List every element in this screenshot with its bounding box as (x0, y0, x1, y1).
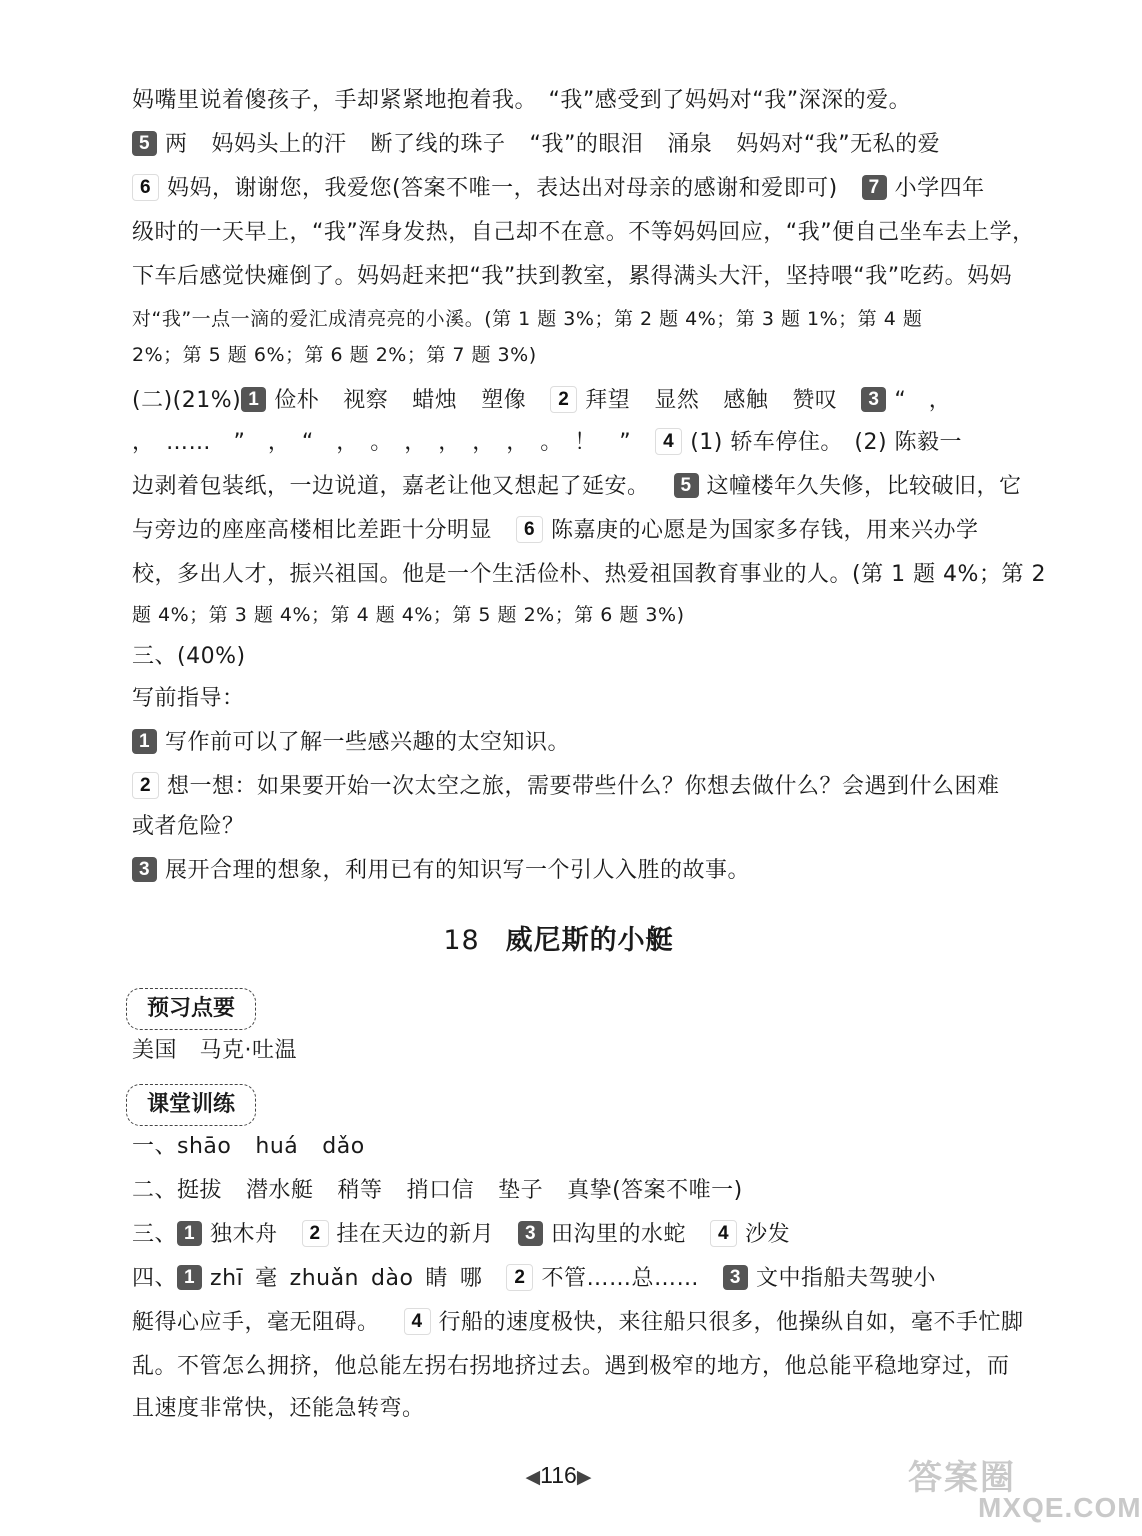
text-line-3: 6 妈妈，谢谢您，我爱您(答案不唯一，表达出对母亲的感谢和爱即可) 7 小学四年 (132, 174, 1032, 204)
text-line-17: 2 想一想：如果要开始一次太空之旅，需要带些什么？你想去做什么？会遇到什么困难 (132, 772, 1032, 802)
answer-line-6: 乱。不管怎么拥挤，他总能左拐右拐地挤过去。遇到极窄的地方，他总能平稳地穿过，而 (132, 1354, 1010, 1379)
answer-line-2: 二、挺拔 潜水艇 稍等 捎口信 垫子 真挚(答案不唯一) (132, 1178, 743, 1203)
lesson-name: 威尼斯的小艇 (505, 925, 674, 956)
lesson-number: 18 (443, 925, 480, 956)
question-number: 4 (710, 1220, 737, 1247)
text-line-15: 写前指导： (132, 686, 245, 711)
text-line-9: ， …… ” ， “ ， 。 ， ， ， ， 。 ！ ” 4 (1) 轿车停住。 (2) 陈毅一 (132, 430, 963, 455)
answer-line-5: 艇得心应手，毫无阻碍。 4 行船的速度极快，来往船只很多，他操纵自如，毫不手忙脚 (132, 1310, 1024, 1335)
question-number: 4 (655, 428, 682, 455)
question-number: 1 (241, 387, 266, 412)
text-line-12: 校，多出人才，振兴祖国。他是一个生活俭朴、热爱祖国教育事业的人。(第 1 题 4%；第 2 (132, 562, 1046, 587)
section-tag-preview: 预习点要 (126, 988, 256, 1030)
preview-answer: 美国 马克·吐温 (132, 1038, 297, 1063)
question-number: 1 (132, 729, 157, 754)
text-line-10: 边剥着包装纸，一边说道，嘉老让他又想起了延安。 5 这幢楼年久失修，比较破旧，它 (132, 474, 1022, 499)
watermark-url: MXQE.COM (978, 1492, 1142, 1523)
question-number: 5 (674, 473, 699, 498)
text-line-11: 与旁边的座座高楼相比差距十分明显 6 陈嘉庚的心愿是为国家多存钱，用来兴办学 (132, 518, 979, 543)
question-number: 4 (404, 1308, 431, 1335)
watermark (908, 1450, 1142, 1530)
question-number: 2 (132, 772, 159, 799)
text-line-16: 1 写作前可以了解一些感兴趣的太空知识。 (132, 728, 1032, 758)
answer-line-7: 且速度非常快，还能急转弯。 (132, 1396, 425, 1421)
question-number: 3 (723, 1265, 748, 1290)
watermark-logo: 答案圈 (908, 1459, 1016, 1497)
text-line-7: 2%；第 5 题 6%；第 6 题 2%；第 7 题 3%) (132, 344, 537, 366)
text-line-6: 对“我”一点一滴的爱汇成清亮亮的小溪。(第 1 题 3%；第 2 题 4%；第 3 题 1%；第 4 题 (132, 308, 923, 330)
question-number: 2 (302, 1220, 329, 1247)
text-line-8: (二)(21%) 1 俭朴 视察 蜡烛 塑像 2 拜望 显然 感触 赞叹 3 “ ， (132, 388, 952, 413)
text-line-1: 妈嘴里说着傻孩子，手却紧紧地抱着我。 “我”感受到了妈妈对“我”深深的爱。 (132, 88, 912, 113)
question-number: 5 (132, 131, 157, 156)
answer-line-1: 一、shāo huá dǎo (132, 1134, 365, 1159)
question-number: 3 (132, 857, 157, 882)
question-number: 3 (861, 387, 886, 412)
question-number: 2 (506, 1264, 533, 1291)
question-number: 3 (518, 1221, 543, 1246)
text-line-14: 三、(40%) (132, 644, 246, 669)
text-line-13: 题 4%；第 3 题 4%；第 4 题 4%；第 5 题 2%；第 6 题 3%) (132, 604, 685, 626)
answer-line-3: 三、 1 独木舟 2 挂在天边的新月 3 田沟里的水蛇 4 沙发 (132, 1222, 791, 1247)
triangle-left-icon: ◀ (525, 1467, 541, 1488)
question-number: 6 (516, 516, 543, 543)
text-line-2: 5 两 妈妈头上的汗 断了线的珠子 “我”的眼泪 涌泉 妈妈对“我”无私的爱 (132, 130, 1032, 160)
question-number: 6 (132, 174, 159, 201)
section-tag-classroom: 课堂训练 (126, 1084, 256, 1126)
lesson-title (0, 918, 1117, 957)
triangle-right-icon: ▶ (576, 1467, 592, 1488)
text-line-18: 或者危险？ (132, 814, 245, 839)
question-number: 7 (862, 175, 887, 200)
text-line-5: 下车后感觉快瘫倒了。妈妈赶来把“我”扶到教室，累得满头大汗，坚持喂“我”吃药。妈妈 (132, 264, 1013, 289)
question-number: 1 (177, 1221, 202, 1246)
page-number: ◀116▶ (525, 1462, 592, 1488)
text-line-19: 3 展开合理的想象，利用已有的知识写一个引人入胜的故事。 (132, 856, 1032, 886)
answer-line-4: 四、 1 zhī 毫 zhuǎn dào 睛 哪 2 不管……总…… 3 文中指船夫驾驶小 (132, 1266, 936, 1291)
question-number: 1 (177, 1265, 202, 1290)
text-line-4: 级时的一天早上，“我”浑身发热，自己却不在意。不等妈妈回应，“我”便自己坐车去上学， (132, 220, 1035, 245)
question-number: 2 (550, 386, 577, 413)
